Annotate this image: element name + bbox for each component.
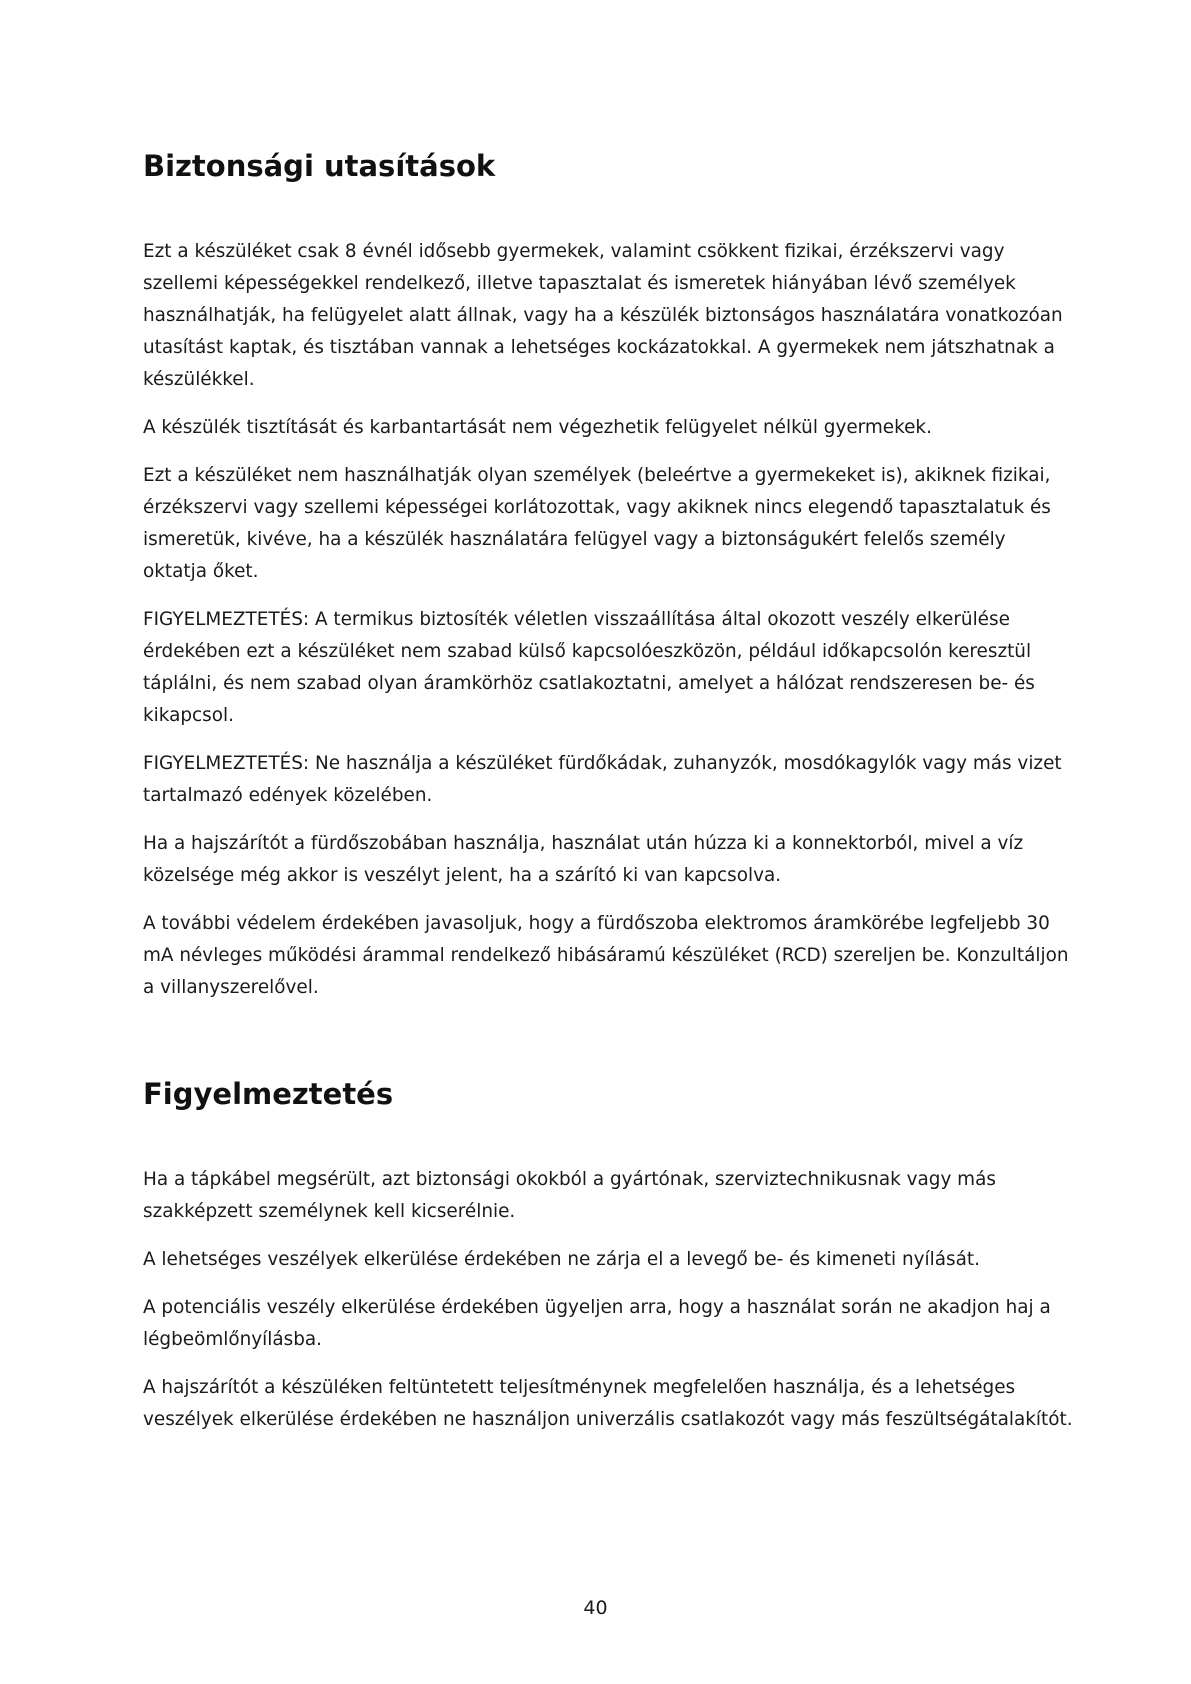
section-body-warning [143,1164,1073,1452]
paragraph: A készülék tisztítását és karbantartását nem végezhetik felügyelet nélkül gyermekek. [143,417,932,438]
paragraph: A további védelem érdekében javasoljuk, hogy a fürdőszoba elektromos áramkörébe legfeljebb 30 mA névleges működési árammal rendelkező hibásáramú készüléket (RCD) szereljen be. Konzultáljon a villanyszerelővel. [143,913,1069,998]
paragraph: A lehetséges veszélyek elkerülése érdekében ne zárja el a levegő be- és kimeneti nyílását. [143,1249,980,1270]
section-body-safety-instructions [143,236,1073,1020]
paragraph: Ezt a készüléket nem használhatják olyan személyek (beleértve a gyermekeket is), akiknek fizikai, érzékszervi vagy szellemi képességei korlátozottak, vagy akiknek nincs elegendő tapasztalatuk és ismeretük, kivéve, ha a készülék használatára felügyel vagy a biztonságukért felelős személy oktatja őket. [143,465,1051,582]
section-heading-warning: Figyelmeztetés [143,1077,394,1111]
paragraph: FIGYELMEZTETÉS: Ne használja a készüléket fürdőkádak, zuhanyzók, mosdókagylók vagy más vizet tartalmazó edények közelében. [143,753,1062,806]
paragraph: A hajszárítót a készüléken feltüntetett teljesítménynek megfelelően használja, és a lehetséges veszélyek elkerülése érdekében ne használjon univerzális csatlakozót vagy más feszültségátalakítót. [143,1377,1073,1430]
paragraph: Ha a tápkábel megsérült, azt biztonsági okokból a gyártónak, szerviztechnikusnak vagy más szakképzett személynek kell kicserélnie. [143,1169,996,1222]
paragraph: FIGYELMEZTETÉS: A termikus biztosíték véletlen visszaállítása által okozott veszély elkerülése érdekében ezt a készüléket nem szabad külső kapcsolóeszközön, például időkapcsolón keresztül táplálni, és nem szabad olyan áramkörhöz csatlakoztatni, amelyet a hálózat rendszeresen be- és kikapcsol. [143,609,1035,726]
page-number: 40 [583,1597,608,1619]
section-heading-safety-instructions: Biztonsági utasítások [143,149,496,183]
paragraph: Ha a hajszárítót a fürdőszobában használja, használat után húzza ki a konnektorból, mivel a víz közelsége még akkor is veszélyt jelent, ha a szárító ki van kapcsolva. [143,833,1024,886]
paragraph: A potenciális veszély elkerülése érdekében ügyeljen arra, hogy a használat során ne akadjon haj a légbeömlőnyílásba. [143,1297,1051,1350]
paragraph: Ezt a készüléket csak 8 évnél idősebb gyermekek, valamint csökkent fizikai, érzékszervi vagy szellemi képességekkel rendelkező, illetve tapasztalat és ismeretek hiányában lévő személyek használhatják, ha felügyelet alatt állnak, vagy ha a készülék biztonságos használatára vonatkozóan utasítást kaptak, és tisztában vannak a lehetséges kockázatokkal. A gyermekek nem játszhatnak a készülékkel. [143,241,1063,390]
